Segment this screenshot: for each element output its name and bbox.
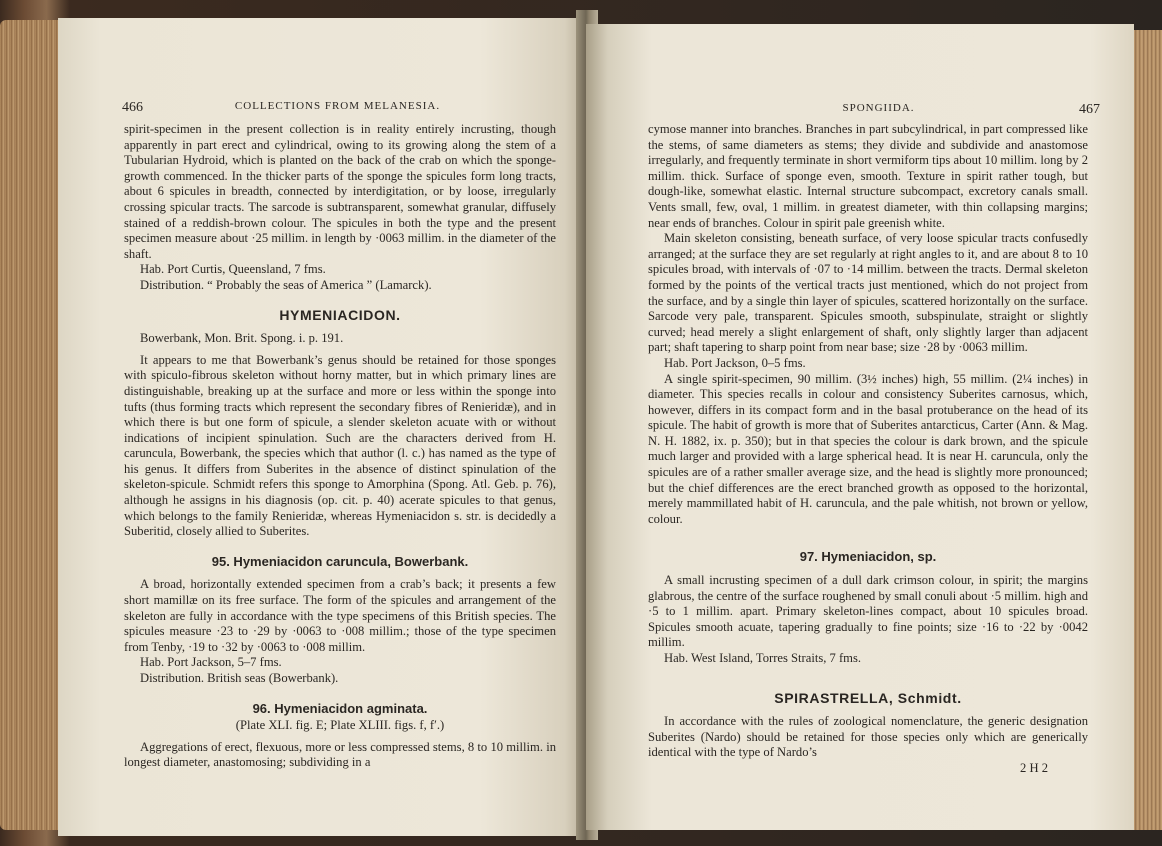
genus-heading: HYMENIACIDON. bbox=[279, 306, 401, 323]
left-page bbox=[58, 18, 586, 836]
paragraph: cymose manner into branches. Branches in part subcylindrical, in part compressed like the stems, of same diameters as stems; they divide and subdivide and anastomose irregularly, and frequently terminate in short vermiform tips about 10 millim. long by 2 millim. thick. Surface of sponge even, smooth. Texture in spirit rather tough, but dough-like, somewhat elastic. Internal structure subcompact, excretory canals small. Vents small, few, oval, 1 millim. in greatest diameter, with thin collapsing margins; near ends of branches. Colour in spirit pale greenish white. bbox=[648, 122, 1088, 230]
running-head: SPONGIIDA. bbox=[842, 102, 915, 114]
paragraph: A single spirit-specimen, 90 millim. (3½ inches) high, 55 millim. (2¼ inches) in diameter. This species recalls in colour and consistency Suberites carnosus, which, however, differs in its compact form and in the basal protuberance on the head of its spicule. The habit of growth is more that of Suberites antarcticus, Carter (Ann. & Mag. N. H. 1882, ix. p. 350); but in that species the colour is dark brown, and the spicule much larger and provided with a large spherical head. It is near H. caruncula, only the spicules are of a rather smaller average size, and the head is slightly more pronounced; but the chief differences are the erect branched growth as opposed to the horizontal, merely mammillated habit of H. caruncula, and the pale whitish, not brown or yellow, colour. bbox=[648, 371, 1088, 526]
habitat: Hab. Port Jackson, 0–5 fms. bbox=[664, 355, 806, 370]
habitat: Hab. Port Jackson, 5–7 fms. bbox=[140, 655, 282, 670]
paragraph: spirit-specimen in the present collection is in reality entirely incrusting, though apparently in part erect and cylindrical, owing to its growing along the stem of a Tubularian Hydroid, which is planted on the back of the crab on which the sponge-growth commenced. In the thicker parts of the sponge the spicules form long tracts, about 6 spicules in breadth, connected by interdigitation, or by loose, irregularly crossing spicular tracts. The sarcode is subtransparent, somewhat granular, diffusely stained of a reddish-brown colour. The spicules in both the type and the present specimen measure about ·25 millim. in length by ·0063 millim. in the diameter of the shaft. bbox=[124, 122, 556, 261]
right-page-body bbox=[648, 122, 1088, 777]
left-page-header bbox=[122, 100, 562, 116]
page-edges-left bbox=[0, 20, 62, 830]
genus-heading: SPIRASTRELLA, Schmidt. bbox=[774, 689, 962, 706]
paragraph: It appears to me that Bowerbank’s genus should be retained for those sponges with spiculo-fibrous skeleton without horny matter, but in which primary lines are distinguishable, breaking up at the surface and more or less within the sponge into tufts (thus forming tracts which represent the secondary fibres of Renieridæ), and in which there is but one form of spicule, a slender skeleton acuate with or without indications of incipient spinulation. Such are the characters derived from H. caruncula, Bowerbank, the species which that author (l. c.) has named as the type of his genus. It differs from Suberites in the absence of distinct spinulation of the skeleton-spicule. Schmidt refers this sponge to Amorphina (Spong. Atl. Geb. p. 76), although he assigns in his diagnosis (op. cit. p. 40) acerate spicules to that genus, which belongs to the family Renieridæ, whereas Hymeniacidon s. str. is decidedly a Suberitid, closely allied to Suberites. bbox=[124, 352, 556, 539]
species-heading: 95. Hymeniacidon caruncula, Bowerbank. bbox=[211, 553, 469, 569]
species-heading: 96. Hymeniacidon agminata. bbox=[252, 700, 428, 716]
page-number: 467 bbox=[1079, 102, 1100, 117]
paragraph: Aggregations of erect, flexuous, more or less compressed stems, 8 to 10 millim. in longest diameter, anastomosing; subdividing in a bbox=[124, 739, 556, 770]
running-head: COLLECTIONS FROM MELANESIA. bbox=[234, 100, 441, 112]
distribution: Distribution. British seas (Bowerbank). bbox=[140, 671, 339, 685]
distribution: Distribution. “ Probably the seas of America ” (Lamarck). bbox=[140, 277, 432, 292]
paragraph: A broad, horizontally extended specimen from a crab’s back; it presents a few short mamillæ on its free surface. The form of the spicules and arrangement of the skeleton are fully in accordance with the type specimens of this British species. The spicules measure ·23 to ·29 by ·0063 to ·008 millim.; those of the type specimen from Tenby, ·19 to ·32 by ·0063 to ·008 millim. bbox=[124, 577, 556, 654]
genus-reference: Bowerbank, Mon. Brit. Spong. i. p. 191. bbox=[140, 331, 344, 346]
right-page-header bbox=[648, 102, 1100, 118]
paragraph: In accordance with the rules of zoological nomenclature, the generic designation Suberites (Nardo) should be retained for those species only which are generically identical with the type of Nardo’s bbox=[648, 714, 1088, 760]
right-page bbox=[586, 24, 1134, 830]
species-heading: 97. Hymeniacidon, sp. bbox=[799, 549, 937, 565]
signature-mark: 2 H 2 bbox=[1020, 760, 1048, 775]
page-edges-right bbox=[1132, 30, 1162, 830]
page-number: 466 bbox=[122, 100, 143, 115]
left-page-body bbox=[124, 122, 556, 771]
paragraph: Main skeleton consisting, beneath surface, of very loose spicular tracts confusedly arranged; at the surface they are set regularly at right angles to it, and are about 8 to 10 spicules broad, with intervals of ·07 to ·14 millim. between the tracts. Dermal skeleton formed by the points of the vertical tracts just mentioned, which do not project from the surface, and by a single thin layer of spicules, scattered horizontally on the surface. Sarcode very pale, transparent. Spicules smooth, subspinulate, straight or slightly curved; head merely a slight enlargement of shaft, only slightly larger than adjacent part; shaft tapering to sharp point from near base; size ·28 by ·0063 millim. bbox=[648, 231, 1088, 355]
habitat: Hab. Port Curtis, Queensland, 7 fms. bbox=[140, 262, 326, 277]
habitat: Hab. West Island, Torres Straits, 7 fms. bbox=[664, 651, 862, 665]
paragraph: A small incrusting specimen of a dull dark crimson colour, in spirit; the margins glabrous, the centre of the surface roughened by small conuli about ·5 millim. high and ·5 to 1 millim. apart. Primary skeleton-lines compact, about 10 spicules broad. Spicules smooth acuate, tapering gradually to fine points; size ·16 to ·22 by ·0042 millim. bbox=[648, 573, 1088, 650]
plate-reference: (Plate XLI. fig. E; Plate XLIII. figs. f, f′.) bbox=[235, 718, 445, 733]
